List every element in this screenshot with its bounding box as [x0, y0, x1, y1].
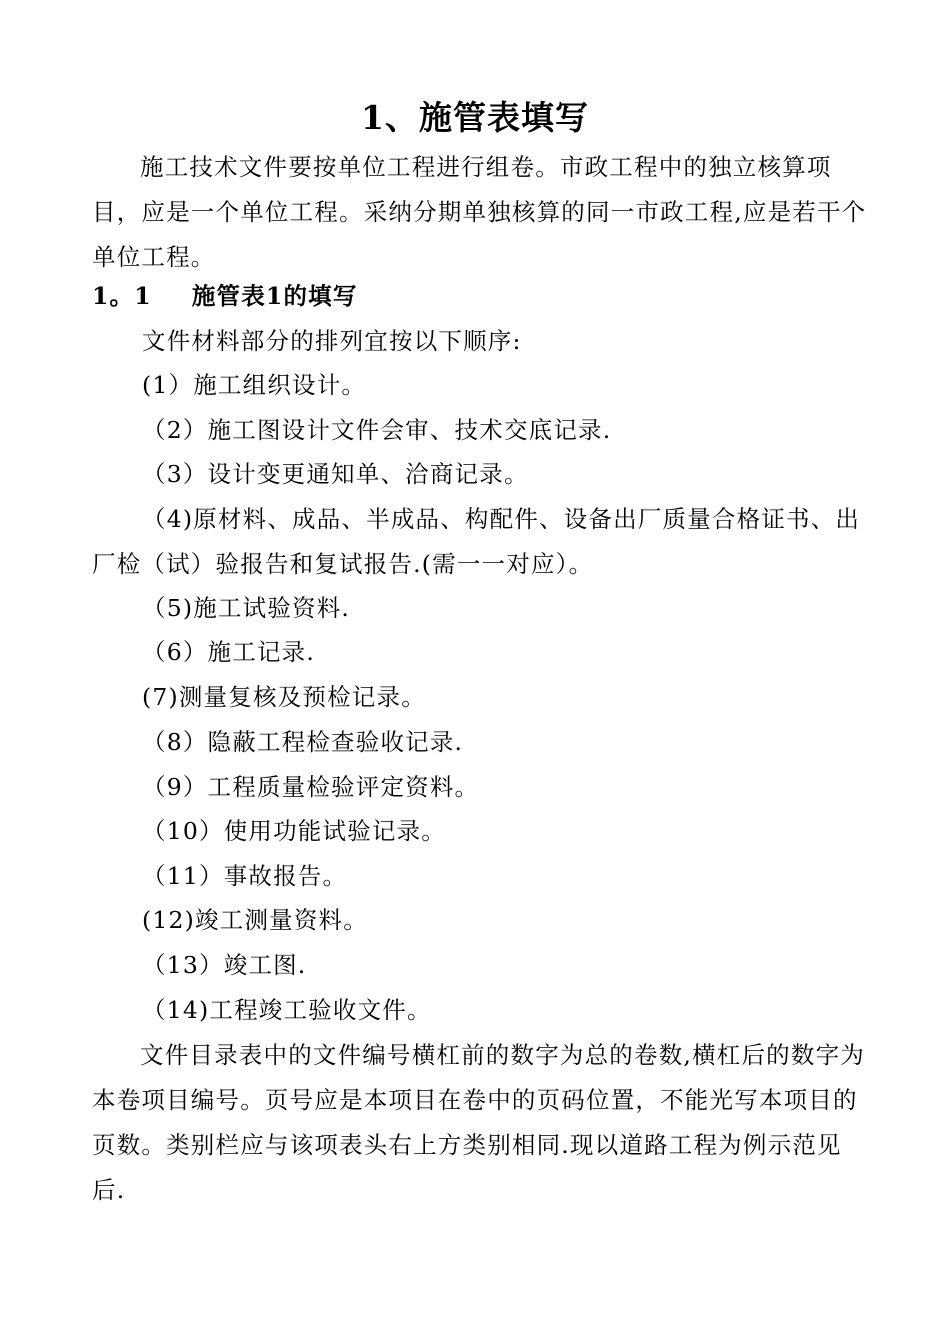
list-item: （9）工程质量检验评定资料。	[142, 773, 480, 801]
list-item: （2）施工图设计文件会审、技术交底记录.	[142, 416, 612, 444]
list-item: （4)原材料、成品、半成品、构配件、设备出厂质量合格证书、出厂检（试）验报告和复试报告.(需一一对应）。	[92, 505, 861, 578]
intro-paragraph: 施工技术文件要按单位工程进行组卷。市政工程中的独立核算项目，应是一个单位工程。采纳分期单独核算的同一市政工程,应是若干个单位工程。	[92, 153, 867, 271]
list-item: (12)竣工测量资料。	[142, 906, 368, 934]
list-item: （14)工程竣工验收文件。	[142, 996, 432, 1024]
list-item: （6）施工记录.	[142, 638, 316, 666]
list-item: (1）施工组织设计。	[142, 371, 367, 399]
list-item: （3）设计变更通知单、洽商记录。	[142, 460, 529, 488]
page-title: 1、施管表填写	[361, 98, 589, 137]
section-heading-text: 施管表1的填写	[191, 282, 358, 310]
list-item: （13）竣工图.	[142, 951, 307, 979]
list-item: （11）事故报告。	[142, 862, 348, 890]
list-item: (7)测量复核及预检记录。	[142, 683, 426, 711]
list-item: （10）使用功能试验记录。	[142, 817, 447, 845]
list-item: （5)施工试验资料.	[142, 594, 351, 622]
order-intro: 文件材料部分的排列宜按以下顺序:	[142, 327, 522, 355]
list-item: （8）隐蔽工程检查验收记录.	[142, 728, 464, 756]
section-heading	[92, 281, 358, 311]
section-number: 1。1	[92, 282, 152, 310]
closing-paragraph: 文件目录表中的文件编号横杠前的数字为总的卷数,横杠后的数字为本卷项目编号。页号应是本项目在卷中的页码位置，不能光写本项目的页数。类别栏应与该项表头右上方类别相同.现以道路工程为例示范见后.	[92, 1041, 865, 1204]
